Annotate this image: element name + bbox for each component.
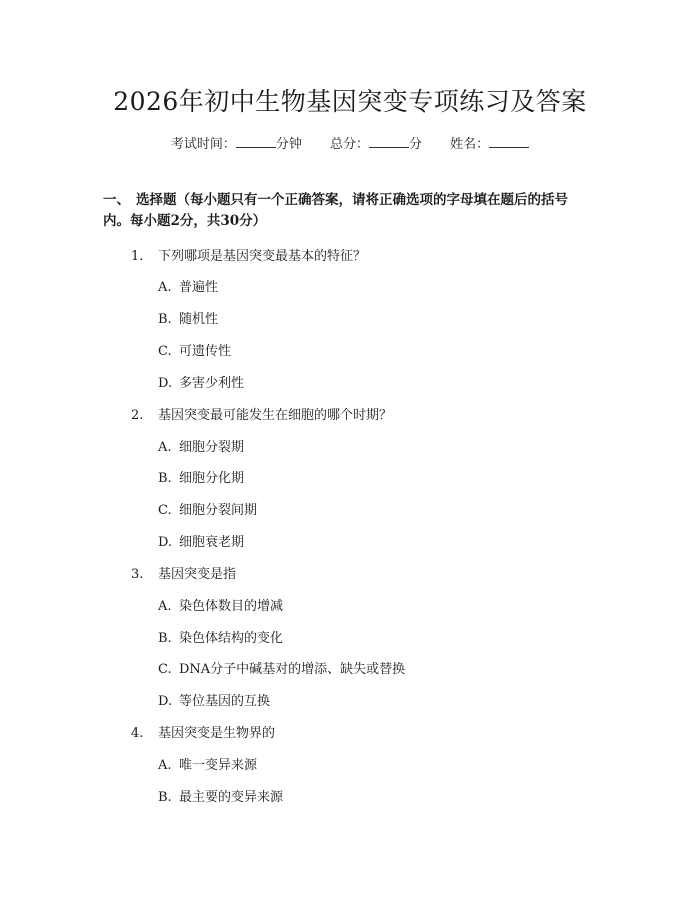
- total-score-label: 总分：: [329, 137, 369, 152]
- question-2: [131, 404, 392, 423]
- question-number: 4.: [131, 726, 144, 741]
- exam-info-line: [0, 133, 700, 152]
- option-1c: [158, 340, 231, 359]
- option-3a: [158, 595, 283, 614]
- option-2a: [158, 436, 244, 455]
- exam-time-unit: 分钟: [275, 137, 302, 152]
- option-3b: [158, 627, 283, 646]
- question-text: 基因突变最可能发生在细胞的哪个时期？: [158, 408, 393, 423]
- option-3c: [158, 658, 405, 677]
- option-1d: [158, 372, 244, 391]
- question-text: 基因突变是生物界的: [158, 726, 276, 741]
- section-number: 一、: [103, 192, 130, 208]
- option-2b: [158, 467, 244, 486]
- option-letter: B.: [158, 471, 172, 486]
- question-text: 基因突变是指: [158, 567, 237, 582]
- option-letter: A.: [158, 599, 172, 614]
- option-letter: B.: [158, 631, 172, 646]
- section-instructions: 选择题（每小题只有一个正确答案，请将正确选项的字母填在题后的括号内。每小题2分，共30分）: [103, 192, 568, 229]
- option-letter: D.: [158, 535, 173, 550]
- exam-time-label: 考试时间：: [170, 137, 236, 152]
- option-letter: B.: [158, 312, 172, 327]
- option-letter: B.: [158, 790, 172, 805]
- name-field: [450, 133, 529, 152]
- total-score-field: [330, 133, 422, 152]
- option-3d: [158, 690, 270, 709]
- option-2c: [158, 499, 257, 518]
- question-3: [131, 563, 236, 582]
- question-text: 下列哪项是基因突变最基本的特征？: [158, 249, 367, 264]
- question-4: [131, 722, 275, 741]
- option-text: 等位基因的互换: [179, 694, 271, 709]
- option-2d: [158, 531, 244, 550]
- option-text: 可遗传性: [179, 344, 232, 359]
- option-letter: C.: [158, 344, 172, 359]
- option-letter: A.: [158, 280, 172, 295]
- page-title: 2026年初中生物基因突变专项练习及答案: [113, 87, 587, 116]
- option-text: 细胞衰老期: [179, 535, 245, 550]
- option-letter: C.: [158, 662, 172, 677]
- option-letter: A.: [158, 758, 172, 773]
- option-letter: D.: [158, 376, 173, 391]
- name-label: 姓名：: [450, 137, 490, 152]
- option-1a: [158, 276, 218, 295]
- section-heading: [103, 190, 593, 232]
- option-4a: [158, 754, 257, 773]
- total-score-unit: 分: [409, 137, 423, 152]
- option-text: 染色体数目的增减: [179, 599, 284, 614]
- question-number: 2.: [131, 408, 144, 423]
- option-text: 细胞分化期: [179, 471, 245, 486]
- exam-time-blank: [236, 135, 276, 148]
- option-text: 细胞分裂期: [179, 440, 245, 455]
- option-4b: [158, 786, 283, 805]
- option-letter: C.: [158, 503, 172, 518]
- option-text: 最主要的变异来源: [179, 790, 284, 805]
- option-text: 染色体结构的变化: [179, 631, 284, 646]
- question-number: 3.: [131, 567, 144, 582]
- question-1: [131, 245, 366, 264]
- option-text: 细胞分裂间期: [179, 503, 258, 518]
- exam-time-field: [171, 133, 302, 152]
- option-1b: [158, 308, 218, 327]
- option-text: 随机性: [179, 312, 219, 327]
- option-text: 多害少利性: [179, 376, 245, 391]
- option-text: 唯一变异来源: [179, 758, 258, 773]
- question-number: 1.: [131, 249, 144, 264]
- total-score-blank: [369, 135, 409, 148]
- option-text: 普遍性: [179, 280, 219, 295]
- option-letter: D.: [158, 694, 173, 709]
- name-blank: [489, 135, 529, 148]
- option-text: DNA分子中碱基对的增添、缺失或替换: [179, 662, 406, 677]
- option-letter: A.: [158, 440, 172, 455]
